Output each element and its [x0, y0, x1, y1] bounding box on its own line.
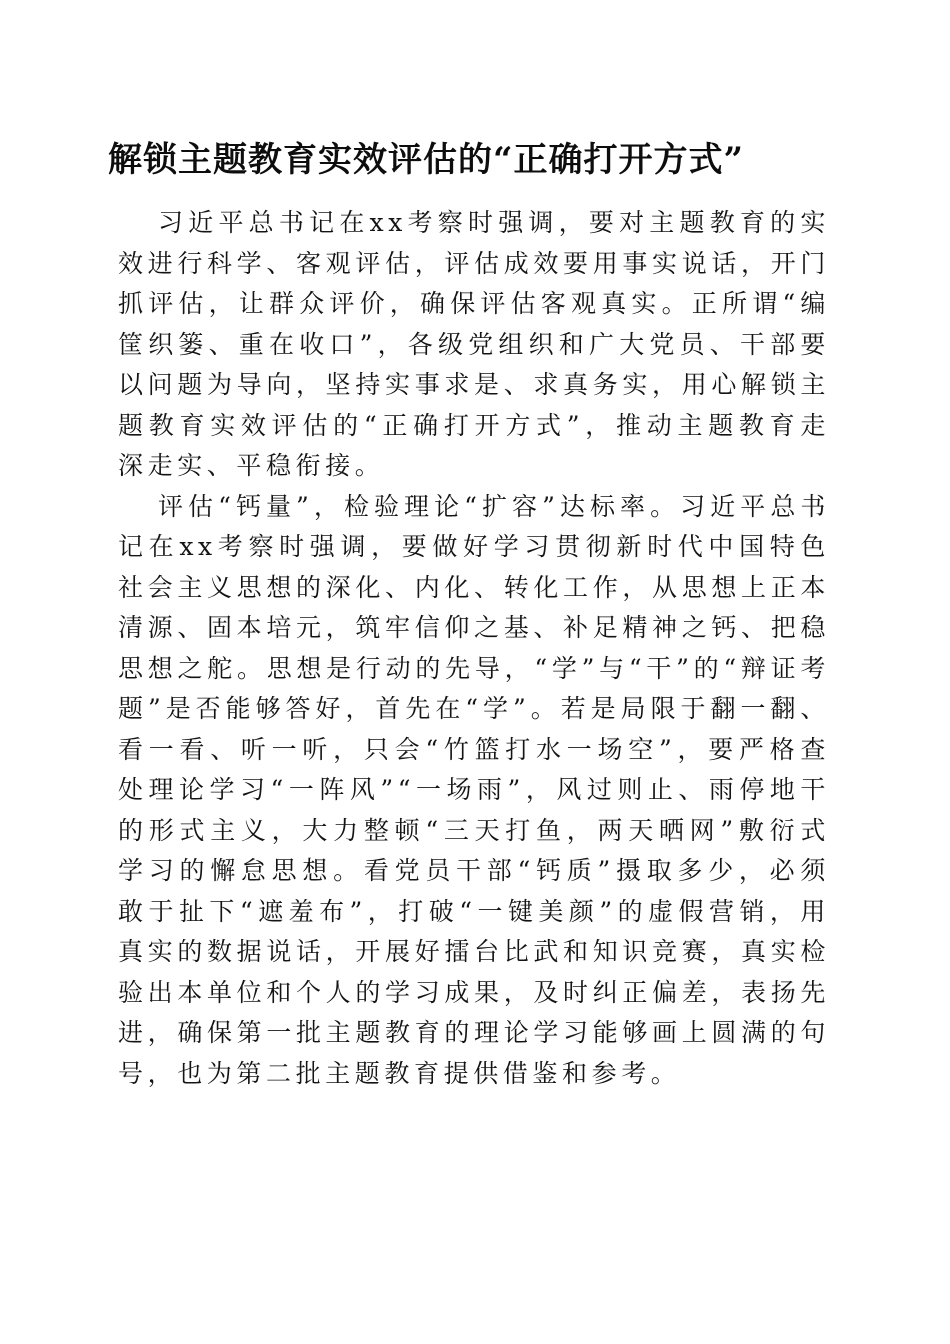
paragraph-calcium-assessment: 评估“钙量”，检验理论“扩容”达标率。习近平总书记在xx考察时强调，要做好学习贯彻新时代中国特色社会主义思想的深化、内化、转化工作，从思想上正本清源、固本培元，筑牢信仰之基、补足精神之钙、把稳思想之舵。思想是行动的先导，“学”与“干”的“辩证考题”是否能够答好，首先在“学”。若是局限于翻一翻、看一看、听一听，只会“竹篮打水一场空”，要严格查处理论学习“一阵风”“一场雨”，风过则止、雨停地干的形式主义，大力整顿“三天打鱼，两天晒网”敷衍式学习的懈怠思想。看党员干部“钙质”摄取多少，必须敢于扯下“遮羞布”，打破“一键美颜”的虚假营销，用真实的数据说话，开展好擂台比武和知识竞赛，真实检验出本单位和个人的学习成果，及时纠正偏差，表扬先进，确保第一批主题教育的理论学习能够画上圆满的句号，也为第二批主题教育提供借鉴和参考。: [118, 491, 830, 1088]
document-body: [118, 203, 830, 1094]
document-title: 解锁主题教育实效评估的“正确打开方式”: [108, 140, 745, 180]
paragraph-intro: 习近平总书记在xx考察时强调，要对主题教育的实效进行科学、客观评估，评估成效要用事实说话，开门抓评估，让群众评价，确保评估客观真实。正所谓“编筐织篓、重在收口”，各级党组织和广大党员、干部要以问题为导向，坚持实事求是、求真务实，用心解锁主题教育实效评估的“正确打开方式”，推动主题教育走深走实、平稳衔接。: [118, 208, 830, 480]
